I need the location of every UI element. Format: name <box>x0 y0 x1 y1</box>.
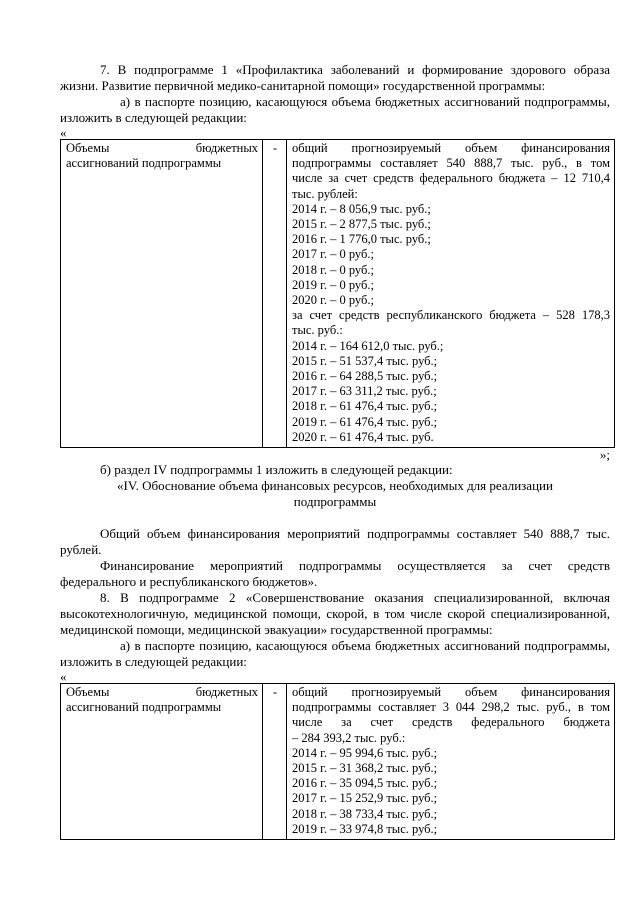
value-line: 2019 г. – 61 476,4 тыс. руб.; <box>292 414 438 429</box>
value-line: 2016 г. – 1 776,0 тыс. руб.; <box>292 232 431 247</box>
table-row <box>61 140 615 448</box>
value-line: 2019 г. – 33 974,8 тыс. руб.; <box>292 821 438 836</box>
section7-point-a: а) в паспорте позицию, касающуюся объема бюджетных ассигнований подпрограммы, изложить в следующей редакции: <box>60 94 610 125</box>
spacer <box>60 510 610 526</box>
value-line: числе за счет средств федерального бюджета <box>292 715 610 730</box>
value-line: подпрограммы составляет 3 044 298,2 тыс. руб., в том <box>292 700 610 715</box>
value-line: 2014 г. – 95 994,6 тыс. руб.; <box>292 745 438 760</box>
value-line: 2017 г. – 15 252,9 тыс. руб.; <box>292 791 438 806</box>
value-line: 2014 г. – 8 056,9 тыс. руб.; <box>292 201 431 216</box>
value-line: подпрограммы составляет 540 888,7 тыс. руб., в том <box>292 156 610 171</box>
table-label-line1: Объемы бюджетных <box>66 685 258 700</box>
value-line: 2020 г. – 0 руб.; <box>292 293 374 308</box>
table-dash-cell <box>263 140 287 448</box>
value-line: 2016 г. – 35 094,5 тыс. руб.; <box>292 776 438 791</box>
value-line: 2018 г. – 61 476,4 тыс. руб.; <box>292 399 438 414</box>
section8-point-a: а) в паспорте позицию, касающуюся объема бюджетных ассигнований подпрограммы, изложить в следующей редакции: <box>60 638 610 670</box>
value-line: 2017 г. – 63 311,2 тыс. руб.; <box>292 384 437 399</box>
table-label-cell <box>61 684 263 840</box>
value-line: 2018 г. – 38 733,4 тыс. руб.; <box>292 806 438 821</box>
table-label-line2: ассигнований подпрограммы <box>66 700 222 715</box>
section8-open-quote: « <box>60 669 67 685</box>
value-line: – 284 393,2 тыс. руб.: <box>292 730 406 745</box>
table-label-line1: Объемы бюджетных <box>66 141 258 155</box>
section7-open-quote: « <box>60 125 67 140</box>
section7-close-quote: »; <box>599 447 610 463</box>
value-line: 2015 г. – 2 877,5 тыс. руб.; <box>292 217 431 232</box>
value-line: общий прогнозируемый объем финансирования <box>292 141 610 155</box>
section-heading-line1: «IV. Обоснование объема финансовых ресурсов, необходимых для реализации <box>117 478 553 494</box>
table-label-line2: ассигнований подпрограммы <box>66 156 222 171</box>
value-line: 2014 г. – 164 612,0 тыс. руб.; <box>292 338 444 353</box>
section7-para2: Финансирование мероприятий подпрограммы осуществляется за счет средств федерального и республиканского бюджетов». <box>60 558 610 590</box>
table-dash: - <box>272 685 278 700</box>
section-heading-line2: подпрограммы <box>293 494 377 510</box>
table-label-cell <box>61 140 263 448</box>
section7-intro: 7. В подпрограмме 1 «Профилактика заболеваний и формирование здорового образа жизни. Развитие первичной медико-санитарной помощи» государственной программы: <box>60 62 610 93</box>
value-line: тыс. руб.: <box>292 323 343 338</box>
section7-point-b: б) раздел IV подпрограммы 1 изложить в следующей редакции: <box>100 462 453 478</box>
section7-para1: Общий объем финансирования мероприятий подпрограммы составляет 540 888,7 тыс. рублей. <box>60 526 610 558</box>
value-line: 2015 г. – 31 368,2 тыс. руб.; <box>292 761 438 776</box>
section8-budget-table <box>60 683 615 840</box>
document-page <box>60 62 610 840</box>
value-line: за счет средств республиканского бюджета – 528 178,3 <box>292 308 610 323</box>
value-line: 2015 г. – 51 537,4 тыс. руб.; <box>292 353 438 368</box>
section7-budget-table <box>60 139 615 448</box>
value-line: 2019 г. – 0 руб.; <box>292 277 374 292</box>
value-line: 2016 г. – 64 288,5 тыс. руб.; <box>292 369 438 384</box>
value-line: 2018 г. – 0 руб.; <box>292 262 374 277</box>
value-line: 2020 г. – 61 476,4 тыс. руб. <box>292 429 434 444</box>
table-value-cell <box>287 684 615 840</box>
table-dash: - <box>272 141 278 155</box>
table-dash-cell <box>263 684 287 840</box>
value-line: общий прогнозируемый объем финансирования <box>292 685 610 700</box>
value-line: 2017 г. – 0 руб.; <box>292 247 374 262</box>
table-row <box>61 684 615 840</box>
value-line: тыс. рублей: <box>292 186 358 201</box>
section8-intro: 8. В подпрограмме 2 «Совершенствование оказания специализированной, включая высокотехнологичную, медицинской помощи, скорой, в том числе скорой специализированной, медицинской помощи, медицинской эвакуации» государственной программы: <box>60 590 610 638</box>
table-value-cell <box>287 140 615 448</box>
value-line: числе за счет средств федерального бюджета – 12 710,4 <box>292 171 610 186</box>
